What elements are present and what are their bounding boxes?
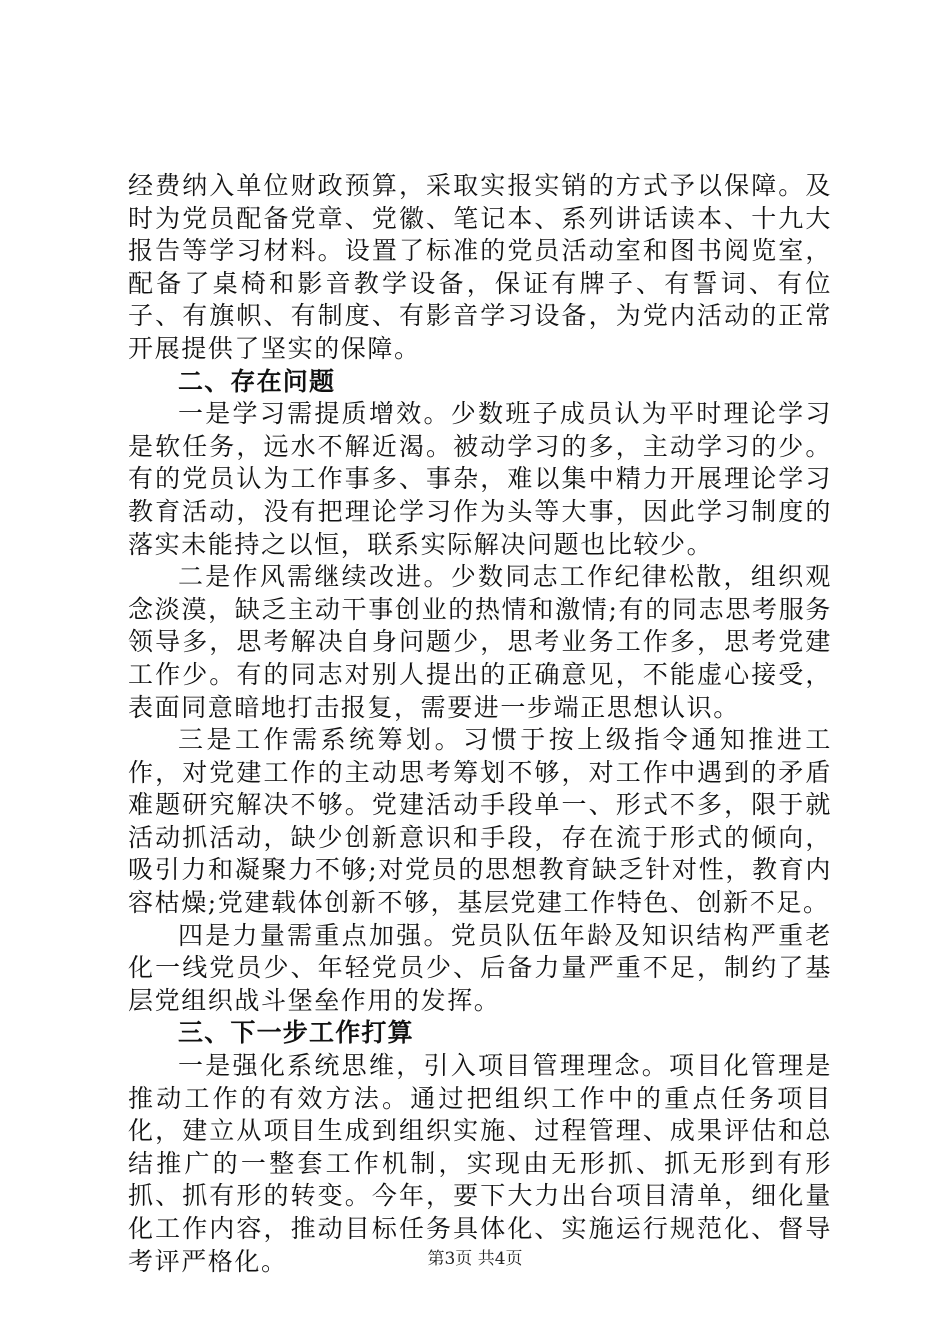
paragraph-planning: 三是工作需系统筹划。习惯于按上级指令通知推进工作，对党建工作的主动思考筹划不够，对工作中遇到的矛盾难题研究解决不够。党建活动手段单一、形式不多，限于就活动抓活动，缺少创新意识和手段，存在流于形式的倾向，吸引力和凝聚力不够;对党员的思想教育缺乏针对性，教育内容枯燥;党建载体创新不够，基层党建工作特色、创新不足。 xyxy=(128,725,832,918)
paragraph-study: 一是学习需提质增效。少数班子成员认为平时理论学习是软任务，远水不解近渴。被动学习的多，主动学习的少。有的党员认为工作事多、事杂，难以集中精力开展理论学习教育活动，没有把理论学习作为头等大事，因此学习制度的落实未能持之以恒，联系实际解决问题也比较少。 xyxy=(128,399,832,559)
heading-next-steps: 三、下一步工作打算 xyxy=(178,1018,414,1048)
paragraph-work-style: 二是作风需继续改进。少数同志工作纪律松散，组织观念淡漠，缺乏主动干事创业的热情和激情;有的同志思考服务领导多，思考解决自身问题少，思考业务工作多，思考党建工作少。有的同志对别人提出的正确意见，不能虚心接受，表面同意暗地打击报复，需要进一步端正思想认识。 xyxy=(128,562,832,722)
heading-existing-problems: 二、存在问题 xyxy=(178,366,336,396)
document-body xyxy=(128,170,832,1278)
paragraph-systems-thinking: 一是强化系统思维，引入项目管理理念。项目化管理是推动工作的有效方法。通过把组织工作中的重点任务项目化，建立从项目生成到组织实施、过程管理、成果评估和总结推广的一整套工作机制，实现由无形抓、抓无形到有形抓、抓有形的转变。今年，要下大力出台项目清单，细化量化工作内容，推动目标任务具体化、实施运行规范化、督导考评严格化。 xyxy=(128,1051,832,1276)
page-number: 第3页 共4页 xyxy=(427,1249,523,1269)
paragraph-strength: 四是力量需重点加强。党员队伍年龄及知识结构严重老化一线党员少、年轻党员少、后备力量严重不足，制约了基层党组织战斗堡垒作用的发挥。 xyxy=(128,920,832,1015)
paragraph-funding: 经费纳入单位财政预算，采取实报实销的方式予以保障。及时为党员配备党章、党徽、笔记本、系列讲话读本、十九大报告等学习材料。设置了标准的党员活动室和图书阅览室，配备了桌椅和影音教学设备，保证有牌子、有誓词、有位子、有旗帜、有制度、有影音学习设备，为党内活动的正常开展提供了坚实的保障。 xyxy=(128,171,832,363)
